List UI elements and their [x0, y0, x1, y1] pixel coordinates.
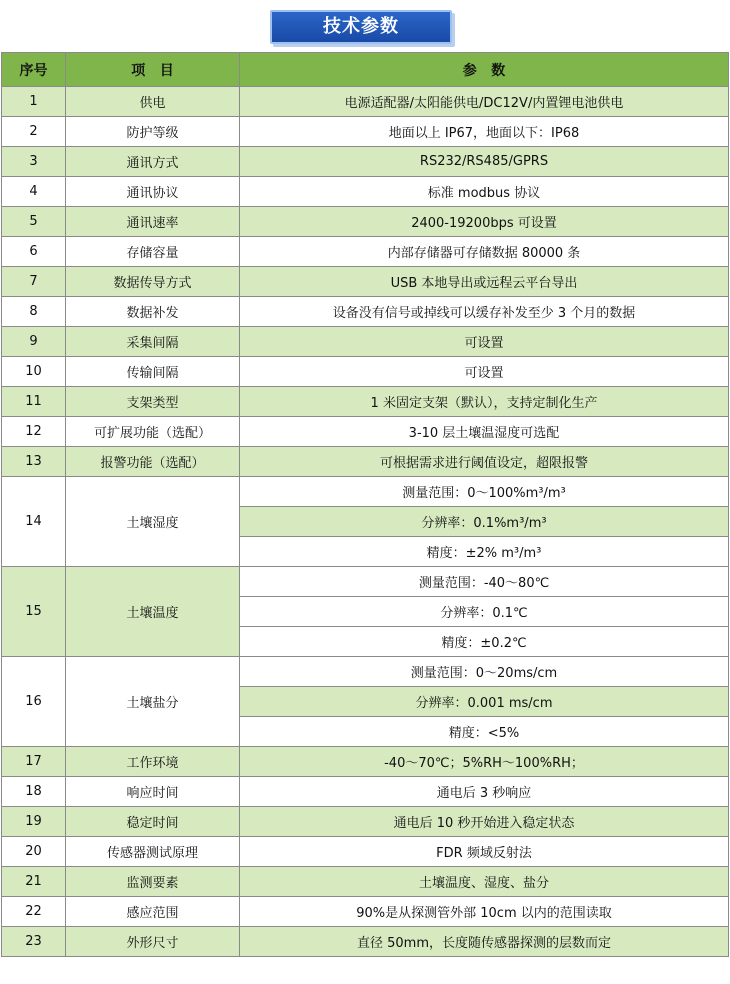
row-param: 测量范围：-40～80℃ [240, 567, 729, 597]
row-no: 23 [2, 927, 66, 957]
row-param: 1 米固定支架（默认），支持定制化生产 [240, 387, 729, 417]
row-param: FDR 频域反射法 [240, 837, 729, 867]
table-row [2, 777, 729, 807]
row-param: 分辨率：0.1℃ [240, 597, 729, 627]
row-no: 13 [2, 447, 66, 477]
row-no: 4 [2, 177, 66, 207]
row-item: 传输间隔 [66, 357, 240, 387]
row-no: 10 [2, 357, 66, 387]
row-no: 20 [2, 837, 66, 867]
row-no: 15 [2, 567, 66, 657]
row-item: 土壤温度 [66, 567, 240, 657]
row-param: 90%是从探测管外部 10cm 以内的范围读取 [240, 897, 729, 927]
row-item: 工作环境 [66, 747, 240, 777]
table-row [2, 387, 729, 417]
row-no: 3 [2, 147, 66, 177]
row-param: 设备没有信号或掉线可以缓存补发至少 3 个月的数据 [240, 297, 729, 327]
table-row [2, 297, 729, 327]
row-no: 8 [2, 297, 66, 327]
row-no: 7 [2, 267, 66, 297]
row-param: 可设置 [240, 327, 729, 357]
row-item: 数据补发 [66, 297, 240, 327]
header-param: 参 数 [240, 53, 729, 87]
table-row [2, 417, 729, 447]
page-title: 技术参数 [323, 16, 399, 37]
table-row [2, 207, 729, 237]
row-no: 21 [2, 867, 66, 897]
title-badge [270, 10, 452, 44]
table-row [2, 747, 729, 777]
row-item: 供电 [66, 87, 240, 117]
row-no: 14 [2, 477, 66, 567]
row-item: 支架类型 [66, 387, 240, 417]
table-row [2, 837, 729, 867]
row-item: 监测要素 [66, 867, 240, 897]
row-no: 16 [2, 657, 66, 747]
row-param: 测量范围：0～100%m³/m³ [240, 477, 729, 507]
row-item: 可扩展功能（选配） [66, 417, 240, 447]
row-item: 响应时间 [66, 777, 240, 807]
table-row [2, 237, 729, 267]
table-row [2, 897, 729, 927]
row-param: 精度：<5% [240, 717, 729, 747]
table-row [2, 327, 729, 357]
row-param: 通电后 3 秒响应 [240, 777, 729, 807]
row-item: 通讯速率 [66, 207, 240, 237]
row-item: 采集间隔 [66, 327, 240, 357]
table-row [2, 177, 729, 207]
row-no: 12 [2, 417, 66, 447]
row-param: -40～70℃；5%RH～100%RH； [240, 747, 729, 777]
header-item: 项 目 [66, 53, 240, 87]
table-row [2, 267, 729, 297]
row-param: 内部存储器可存储数据 80000 条 [240, 237, 729, 267]
row-param: 可根据需求进行阈值设定，超限报警 [240, 447, 729, 477]
row-no: 5 [2, 207, 66, 237]
row-item: 外形尺寸 [66, 927, 240, 957]
row-item: 传感器测试原理 [66, 837, 240, 867]
row-param: 可设置 [240, 357, 729, 387]
table-row [2, 117, 729, 147]
row-item: 防护等级 [66, 117, 240, 147]
row-param: 地面以上 IP67，地面以下：IP68 [240, 117, 729, 147]
table-row [2, 867, 729, 897]
row-item: 报警功能（选配） [66, 447, 240, 477]
row-item: 稳定时间 [66, 807, 240, 837]
row-item: 通讯协议 [66, 177, 240, 207]
row-no: 2 [2, 117, 66, 147]
row-param: 直径 50mm，长度随传感器探测的层数而定 [240, 927, 729, 957]
row-no: 9 [2, 327, 66, 357]
row-item: 土壤盐分 [66, 657, 240, 747]
header-seq: 序号 [2, 53, 66, 87]
row-item: 感应范围 [66, 897, 240, 927]
table-row [2, 567, 729, 597]
row-item: 存储容量 [66, 237, 240, 267]
row-no: 18 [2, 777, 66, 807]
title-area [0, 8, 730, 44]
table-row [2, 927, 729, 957]
row-no: 11 [2, 387, 66, 417]
row-param: USB 本地导出或远程云平台导出 [240, 267, 729, 297]
row-param: 标准 modbus 协议 [240, 177, 729, 207]
row-param: 3-10 层土壤温湿度可选配 [240, 417, 729, 447]
table-row [2, 807, 729, 837]
spec-table [1, 52, 729, 957]
row-no: 17 [2, 747, 66, 777]
row-item: 土壤湿度 [66, 477, 240, 567]
row-param: 分辨率：0.1%m³/m³ [240, 507, 729, 537]
row-no: 6 [2, 237, 66, 267]
row-item: 通讯方式 [66, 147, 240, 177]
table-row [2, 477, 729, 507]
row-param: 分辨率：0.001 ms/cm [240, 687, 729, 717]
row-param: 土壤温度、湿度、盐分 [240, 867, 729, 897]
table-header-row [2, 53, 729, 87]
table-row [2, 87, 729, 117]
row-param: 精度：±2% m³/m³ [240, 537, 729, 567]
row-item: 数据传导方式 [66, 267, 240, 297]
table-row [2, 357, 729, 387]
row-param: 通电后 10 秒开始进入稳定状态 [240, 807, 729, 837]
row-param: 测量范围：0～20ms/cm [240, 657, 729, 687]
table-row [2, 657, 729, 687]
row-param: 电源适配器/太阳能供电/DC12V/内置锂电池供电 [240, 87, 729, 117]
row-no: 22 [2, 897, 66, 927]
table-row [2, 147, 729, 177]
row-param: RS232/RS485/GPRS [240, 147, 729, 177]
row-no: 19 [2, 807, 66, 837]
table-row [2, 447, 729, 477]
row-no: 1 [2, 87, 66, 117]
row-param: 2400-19200bps 可设置 [240, 207, 729, 237]
row-param: 精度：±0.2℃ [240, 627, 729, 657]
